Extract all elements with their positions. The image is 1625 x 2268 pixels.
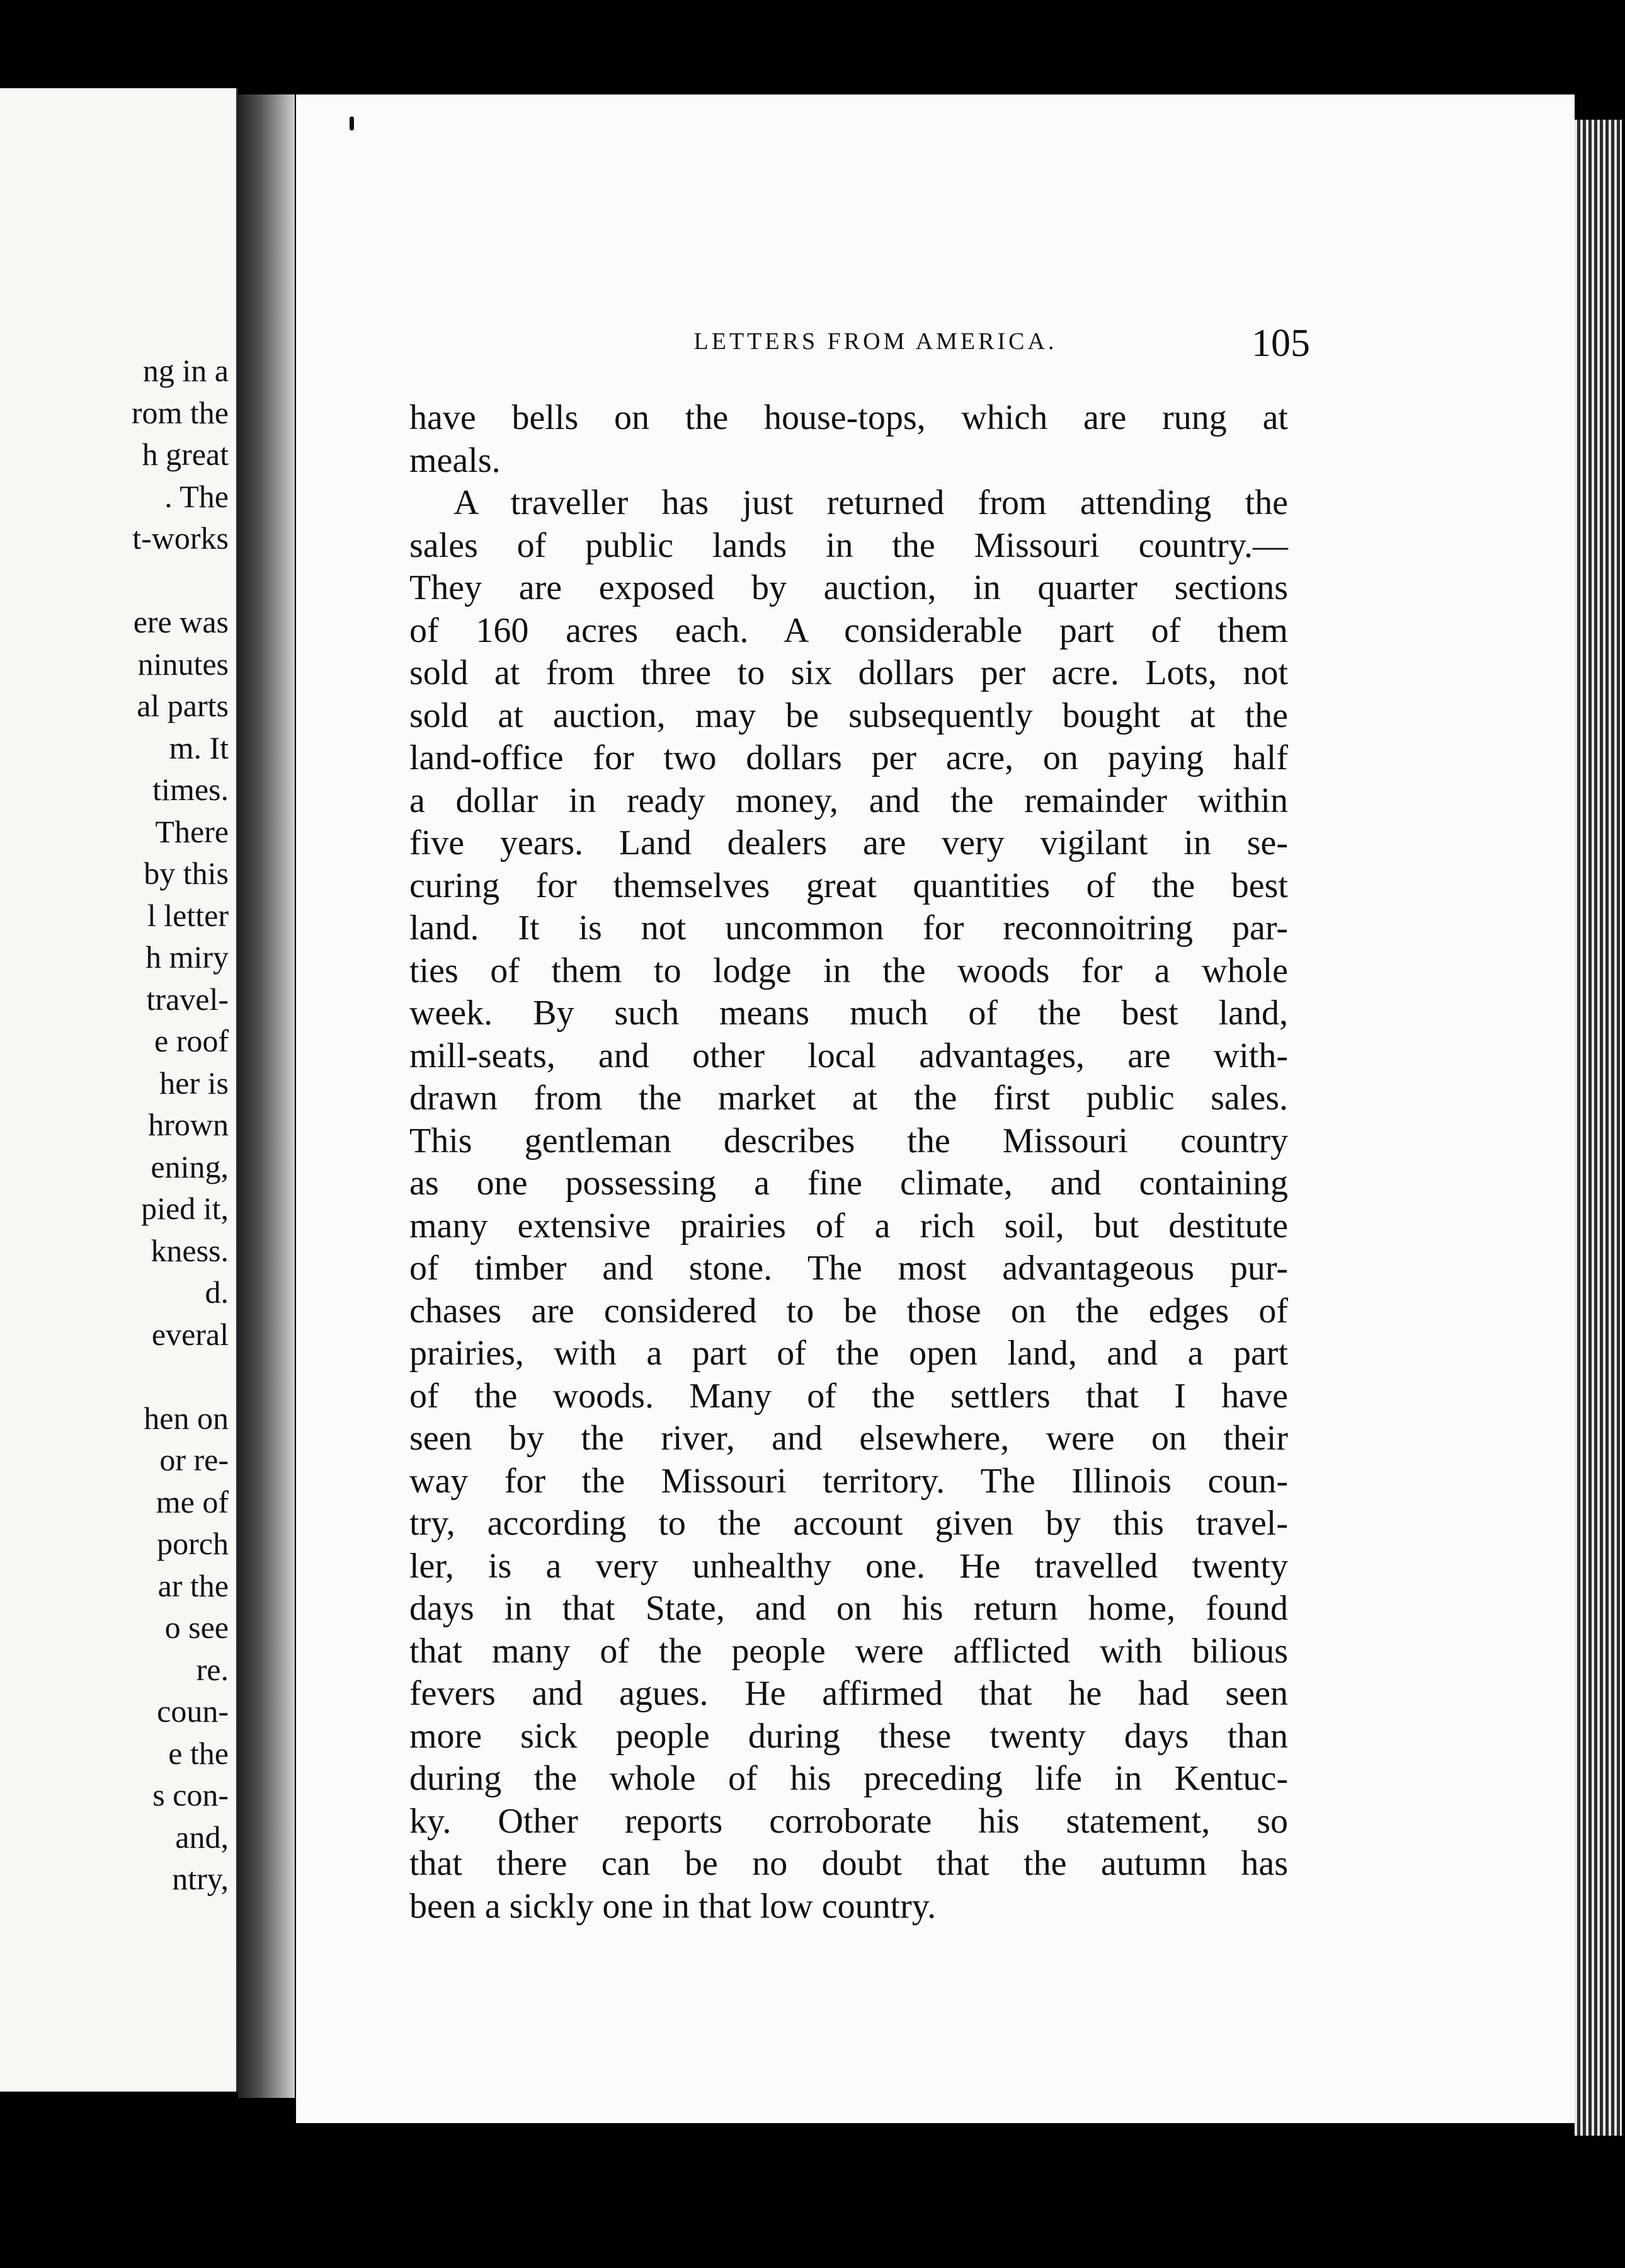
- left-page-line: t-works: [132, 520, 229, 556]
- body-line: seen by the river, and elsewhere, were on their: [409, 1419, 1288, 1458]
- left-page-line: al parts: [137, 688, 229, 723]
- body-line: fevers and agues. He affirmed that he had seen: [409, 1674, 1288, 1713]
- left-page-line: e roof: [154, 1023, 229, 1058]
- body-line: days in that State, and on his return home, found: [409, 1589, 1288, 1628]
- body-line: mill-seats, and other local advantages, are with-: [409, 1036, 1288, 1075]
- left-page-line: [2, 1355, 229, 1397]
- body-line: way for the Missouri territory. The Illinois coun-: [409, 1461, 1288, 1501]
- left-page-line: hrown: [148, 1107, 229, 1142]
- body-line: that there can be no doubt that the autumn has: [409, 1844, 1288, 1883]
- left-page-line: h miry: [145, 939, 229, 975]
- left-page-line: travel-: [146, 981, 229, 1017]
- body-line: drawn from the market at the first public sales.: [409, 1079, 1288, 1118]
- ink-mark: [350, 117, 354, 130]
- body-line: many extensive prairies of a rich soil, but destitute: [409, 1206, 1288, 1246]
- body-line: of timber and stone. The most advantageous pur-: [409, 1249, 1288, 1288]
- left-page-line: coun-: [157, 1693, 229, 1729]
- body-line: sold at from three to six dollars per acre. Lots, not: [409, 653, 1288, 692]
- left-page-line: m. It: [169, 730, 229, 765]
- body-line: a dollar in ready money, and the remainder within: [409, 781, 1288, 820]
- left-page-line: by this: [144, 856, 229, 891]
- left-page-line: ar the: [157, 1567, 229, 1603]
- body-line: more sick people during these twenty days than: [409, 1716, 1288, 1756]
- body-line: curing for themselves great quantities of the best: [409, 866, 1288, 905]
- body-line: ler, is a very unhealthy one. He travelled twenty: [409, 1546, 1288, 1586]
- body-line: ky. Other reports corroborate his statement, so: [409, 1801, 1288, 1841]
- left-page-line: everal: [151, 1316, 229, 1352]
- left-page-line: h great: [142, 437, 229, 472]
- left-page-line: rom the: [131, 394, 229, 430]
- body-line: sold at auction, may be subsequently bought at the: [409, 696, 1288, 735]
- body-line: been a sickly one in that low country.: [409, 1886, 937, 1926]
- left-page-line: pied it,: [141, 1191, 229, 1226]
- body-line: of 160 acres each. A considerable part of them: [409, 610, 1288, 650]
- body-line: They are exposed by auction, in quarter sections: [409, 568, 1288, 607]
- left-page-line: d.: [205, 1274, 229, 1310]
- body-line: week. By such means much of the best land,: [409, 994, 1288, 1033]
- body-line: have bells on the house-tops, which are rung at: [409, 398, 1288, 437]
- body-line: chases are considered to be those on the edges of: [409, 1291, 1288, 1331]
- body-line: This gentleman describes the Missouri country: [409, 1121, 1288, 1160]
- left-page-line: and,: [175, 1819, 229, 1855]
- left-page-line: porch: [157, 1526, 229, 1561]
- body-line: meals.: [409, 440, 501, 480]
- body-line: during the whole of his preceding life in Kentuc-: [409, 1759, 1288, 1798]
- left-page: [0, 88, 238, 2092]
- left-page-line: l letter: [147, 897, 229, 933]
- left-page-line: o see: [164, 1610, 229, 1645]
- left-page-line: s con-: [152, 1777, 229, 1813]
- book-spine: [238, 94, 295, 2098]
- body-line: land. It is not uncommon for reconnoitring par-: [409, 908, 1288, 948]
- body-line: A traveller has just returned from attending the: [453, 483, 1288, 522]
- body-line: sales of public lands in the Missouri country.—: [409, 525, 1288, 565]
- left-page-line: [2, 559, 229, 601]
- left-page-line: ng in a: [142, 353, 229, 388]
- body-line: ties of them to lodge in the woods for a whole: [409, 951, 1288, 990]
- left-page-line: ntry,: [172, 1861, 229, 1896]
- page-number: 105: [1252, 322, 1310, 365]
- left-page-line: e the: [168, 1735, 229, 1771]
- left-page-line: her is: [159, 1065, 229, 1101]
- left-page-line: There: [155, 813, 229, 849]
- body-line: as one possessing a fine climate, and containing: [409, 1164, 1288, 1203]
- body-line: that many of the people were afflicted with bilious: [409, 1631, 1288, 1671]
- body-line: land-office for two dollars per acre, on paying half: [409, 738, 1288, 777]
- left-page-line: hen on: [144, 1400, 229, 1436]
- left-page-line: or re-: [159, 1442, 229, 1477]
- page-edges: [1575, 120, 1622, 2136]
- body-line: of the woods. Many of the settlers that I have: [409, 1376, 1288, 1416]
- left-page-line: ninutes: [137, 646, 229, 682]
- left-page-line: ening,: [151, 1148, 229, 1184]
- left-page-line: me of: [156, 1484, 229, 1520]
- body-line: prairies, with a part of the open land, and a part: [409, 1334, 1288, 1373]
- running-title: LETTERS FROM AMERICA.: [693, 328, 1058, 355]
- left-page-line: . The: [164, 478, 229, 514]
- left-page-line: ere was: [133, 604, 229, 639]
- left-page-line: re.: [196, 1651, 229, 1687]
- left-page-line: kness.: [151, 1232, 229, 1268]
- body-line: five years. Land dealers are very vigilant in se-: [409, 823, 1288, 862]
- left-page-line: times.: [152, 772, 229, 807]
- body-line: try, according to the account given by this travel-: [409, 1504, 1288, 1543]
